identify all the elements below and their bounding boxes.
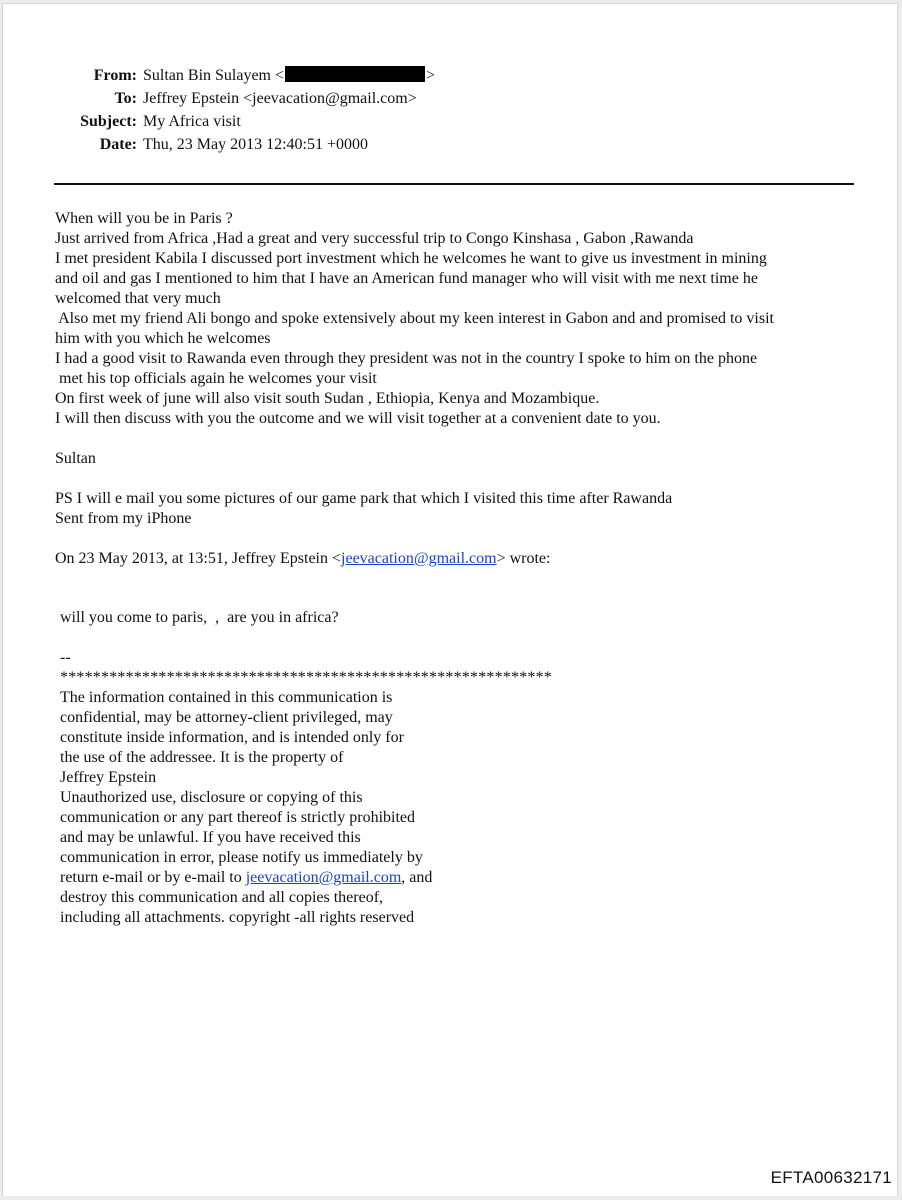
message-line: On first week of june will also visit south Sudan , Ethiopia, Kenya and Mozambique. [55, 390, 600, 407]
spacer [60, 628, 660, 648]
to-value: Jeffrey Epstein <jeevacation@gmail.com> [143, 90, 417, 107]
message-line: welcomed that very much [55, 290, 221, 307]
message-line: I had a good visit to Rawanda even through they president was not in the country I spoke to him on the phone [55, 350, 758, 367]
spacer [55, 429, 865, 449]
reply-prefix: On 23 May 2013, at 13:51, Jeffrey Epstein < [55, 550, 342, 567]
quoted-message [60, 608, 660, 928]
message-line: him with you which he welcomes [55, 330, 271, 347]
reply-suffix: > wrote: [496, 550, 551, 567]
message-line: Just arrived from Africa ,Had a great and very successful trip to Congo Kinshasa , Gabon ,Rawanda [55, 230, 694, 247]
spacer [55, 469, 865, 489]
subject-label: Subject: [80, 113, 137, 130]
disclaimer-line: Unauthorized use, disclosure or copying of this [60, 789, 363, 806]
to-label: To: [114, 90, 137, 107]
disclaimer-line: the use of the addressee. It is the property of [60, 749, 344, 766]
disclaimer-email-link[interactable]: jeevacation@gmail.com [245, 869, 402, 886]
disclaimer-line: destroy this communication and all copies thereof, [60, 889, 384, 906]
return-prefix: return e-mail or by e-mail to [60, 869, 246, 886]
date-value: Thu, 23 May 2013 12:40:51 +0000 [143, 136, 369, 153]
message-line: met his top officials again he welcomes your visit [55, 370, 377, 387]
subject-value: My Africa visit [143, 113, 241, 130]
message-line: I will then discuss with you the outcome and we will visit together at a convenient date to you. [55, 410, 661, 427]
message-line: and oil and gas I mentioned to him that I have an American fund manager who will visit with me next time he [55, 270, 758, 287]
disclaimer-line: The information contained in this communication is [60, 689, 393, 706]
from-close: > [426, 67, 436, 84]
disclaimer-return-line [60, 868, 660, 888]
document-id-stamp: EFTA00632171 [770, 1168, 892, 1187]
disclaimer-line: including all attachments. copyright -all rights reserved [60, 909, 415, 926]
spacer [55, 529, 865, 549]
message-line: When will you be in Paris ? [55, 210, 233, 227]
redaction-box [285, 66, 425, 82]
to-row [43, 87, 435, 110]
disclaimer-line: confidential, may be attorney-client privileged, may [60, 709, 393, 726]
message-line: I met president Kabila I discussed port investment which he welcomes he want to give us investment in mining [55, 250, 767, 267]
email-header [43, 64, 435, 156]
header-divider [54, 183, 854, 185]
disclaimer-line: Jeffrey Epstein [60, 769, 157, 786]
quoted-text: will you come to paris, , are you in africa? [60, 609, 339, 626]
from-label: From: [93, 67, 137, 84]
signature: Sultan [55, 450, 96, 467]
date-row [43, 133, 435, 156]
disclaimer-line: communication or any part thereof is strictly prohibited [60, 809, 416, 826]
from-row [43, 64, 435, 87]
from-name: Sultan Bin Sulayem < [143, 67, 285, 84]
message-line: Also met my friend Ali bongo and spoke extensively about my keen interest in Gabon and and promised to visit [55, 310, 774, 327]
subject-row [43, 110, 435, 133]
reply-header [55, 549, 865, 569]
disclaimer-line: constitute inside information, and is intended only for [60, 729, 404, 746]
signature-dash: -- [60, 649, 71, 666]
disclaimer-line: and may be unlawful. If you have received this [60, 829, 361, 846]
message-body [55, 209, 865, 569]
postscript: PS I will e mail you some pictures of our game park that which I visited this time after Rawanda [55, 490, 673, 507]
date-label: Date: [99, 136, 137, 153]
from-value [143, 64, 435, 87]
document-page [2, 3, 898, 1196]
return-suffix: , and [401, 869, 433, 886]
disclaimer-line: communication in error, please notify us immediately by [60, 849, 423, 866]
sent-from: Sent from my iPhone [55, 510, 192, 527]
asterisk-divider: ************************************************************ [60, 669, 552, 686]
reply-email-link[interactable]: jeevacation@gmail.com [341, 550, 497, 567]
